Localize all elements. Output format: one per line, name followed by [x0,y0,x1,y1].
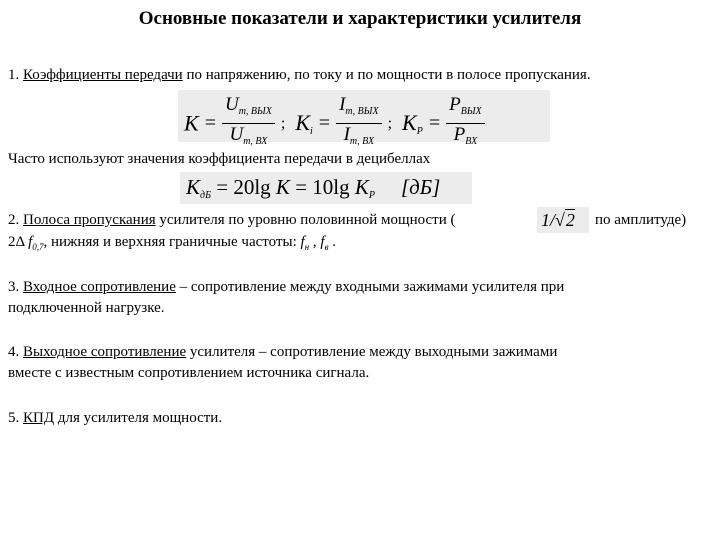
symbol-subscript: i [310,126,313,137]
symbol-Kp [402,110,423,135]
bandwidth-line2 [8,234,336,252]
separator: ; [280,114,286,132]
item-gain [8,67,591,84]
input-resistance-line2: подключенной нагрузке. [8,300,165,316]
equals-sign: = [318,112,331,134]
equals-sign: = [428,112,441,134]
sqrt-prefix: 1/ [541,210,556,230]
numerator-subscript: m, ВЫХ [238,106,272,117]
item-number: 1. [8,67,23,83]
term-efficiency: КПД [23,410,55,426]
symbol-fv: f [320,234,325,250]
symbol-subscript: дБ [200,190,211,201]
voltage-fraction [222,94,275,153]
numerator-symbol: P [449,94,461,115]
term-gain: Коэффициенты передачи [23,67,183,83]
gain-formulas [178,90,550,147]
line-text: 2Δ [8,234,29,250]
item-efficiency [8,410,222,427]
decibel-formula [180,172,472,204]
symbol-fn: f [300,234,305,250]
denominator-symbol: U [229,124,244,145]
item-number: 5. [8,410,23,426]
formula-text: = 10lg [289,175,355,199]
item-text: по напряжению, по току и по мощности в полосе пропускания. [182,67,591,83]
line-text: , нижняя и верхняя граничные частоты: [43,234,301,250]
symbol-subscript: P [416,126,423,137]
separator: ; [387,114,393,132]
term-bandwidth: Полоса пропускания [23,212,156,228]
item-text-end: по амплитуде) [595,212,687,228]
line-text: , [309,234,321,250]
symbol-K: K [354,175,369,199]
item-text: – сопротивление между входными зажимами усилителя при [175,279,565,295]
sqrt-expression: 1/√2 [537,207,589,233]
sqrt-radicand: 2 [565,210,575,230]
item-number: 3. [8,279,23,295]
symbol-letter: K [402,110,417,135]
symbol-subscript: н [304,242,310,252]
item-text: для усилителя мощности. [54,410,223,426]
item-number: 2. [8,212,23,228]
power-fraction [446,94,485,153]
page-title: Основные показатели и характеристики усилителя [138,8,582,29]
line-text: . [328,234,336,250]
equals-sign: = [204,112,216,134]
item-input-resistance [8,279,564,296]
item-output-resistance [8,344,557,361]
unit-label: [дБ] [401,175,441,199]
symbol-K: K [275,175,290,199]
output-resistance-line2: вместе с известным сопротивлением источника сигнала. [8,365,370,381]
numerator-subscript: ВЫХ [460,106,482,117]
numerator-subscript: m, ВЫХ [345,106,379,117]
formula-text: = 20lg [210,175,276,199]
denominator-subscript: m, ВХ [243,136,268,147]
symbol-subscript: P [368,190,375,201]
term-input-resistance: Входное сопротивление [23,279,176,295]
symbol-f: f [28,234,33,250]
item-text: усилителя по уровню половинной мощности ( [155,212,456,228]
item-bandwidth [8,212,455,229]
numerator-symbol: I [339,94,346,115]
denominator-symbol: I [343,124,350,145]
symbol-Ki [295,110,312,135]
symbol-letter: K [295,110,311,135]
symbol-K: K [184,110,199,136]
current-fraction [336,94,382,153]
symbol-subscript: 0,7 [32,242,44,252]
item-text: усилителя – сопротивление между выходными зажимами [186,344,558,360]
symbol-K: K [186,175,201,199]
term-output-resistance: Выходное сопротивление [23,344,187,360]
denominator-subscript: m, ВХ [349,136,375,147]
denominator-symbol: P [453,124,466,145]
symbol-subscript: в [324,242,329,252]
denominator-subscript: ВХ [465,136,478,147]
numerator-symbol: U [224,94,239,115]
db-intro-text: Часто используют значения коэффициента передачи в децибеллах [8,151,431,167]
item-number: 4. [8,344,23,360]
